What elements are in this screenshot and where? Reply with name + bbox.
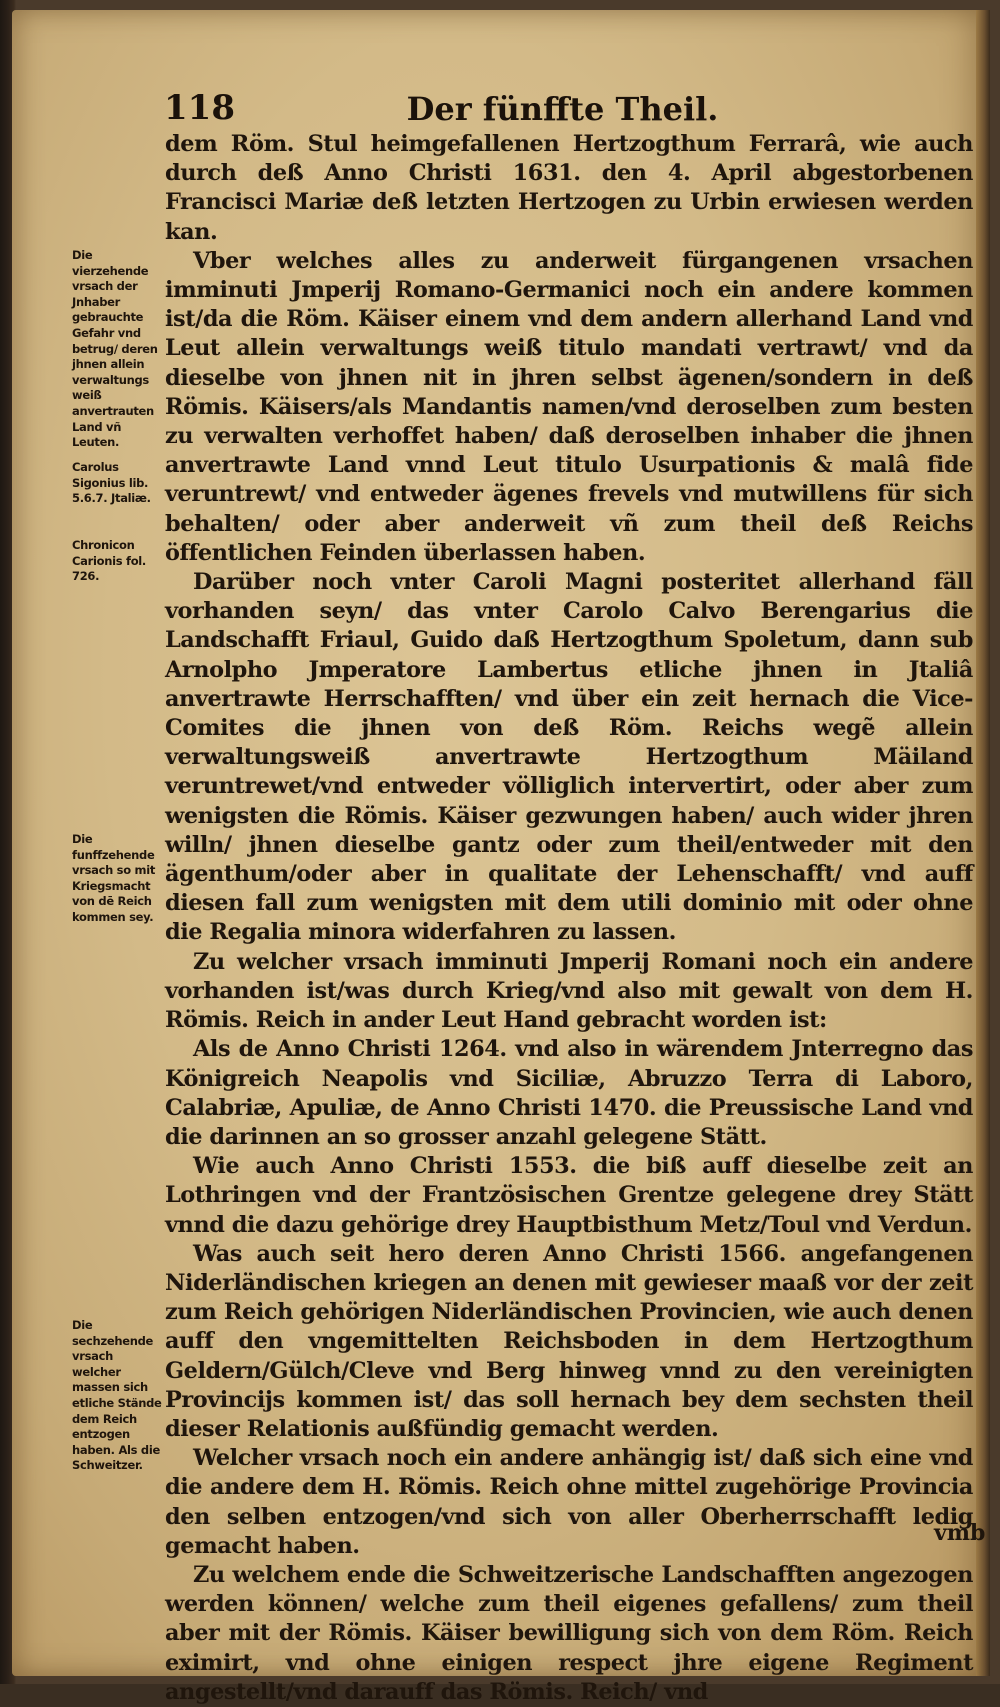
body-text xyxy=(165,130,973,1707)
margin-note-sigonius: Carolus Sigonius lib. 5.6.7. Jtaliæ. xyxy=(72,460,151,506)
paragraph-4: Zu welcher vrsach imminuti Jmperij Romani noch ein andere vorhanden ist/was durch Krieg/vnd also mit gewalt von dem H. Römis. Reich in ander Leut Hand gebracht worden ist: xyxy=(165,948,973,1034)
margin-note-15th-cause: Die funffzehende vrsach so mit Kriegsmacht von dē Reich kommen sey. xyxy=(72,832,156,924)
margin-note-16th-cause: Die sechzehende vrsach welcher massen sich etliche Stände dem Reich entzogen haben. Als die Schweitzer. xyxy=(72,1318,162,1473)
margin-note-14th-cause: Die vierzehende vrsach der Jnhaber gebrauchte Gefahr vnd betrug/ deren jhnen allein verwaltungs weiß anvertrauten Land vñ Leuten. xyxy=(72,248,158,450)
page-number: 118 xyxy=(164,88,235,128)
paragraph-8: Welcher vrsach noch ein andere anhängig ist/ daß sich eine vnd die andere dem H. Römis. Reich ohne mittel zugehörige Provincia den selben entzogen/vnd sich von aller Oberherrschafft ledig gemacht haben. xyxy=(165,1445,973,1559)
catchword: vmb xyxy=(934,1520,986,1546)
paragraph-5: Als de Anno Christi 1264. vnd also in wärendem Jnterregno das Königreich Neapolis vnd Siciliæ, Abruzzo Terra di Laboro, Calabriæ, Apuliæ, de Anno Christi 1470. die Preussische Land vnd die darinnen an so grosser anzahl gelegene Stätt. xyxy=(165,1036,973,1150)
margin-note-chronicon: Chronicon Carionis fol. 726. xyxy=(72,538,147,584)
paragraph-3: Darüber noch vnter Caroli Magni posteritet allerhand fäll vorhanden seyn/ das vnter Carolo Calvo Berengarius die Landschafft Friaul, Guido daß Hertzogthum Spoletum, dann sub Arnolpho Jmperatore Lambertus etliche jhnen in Jtaliâ anvertrawte Herrschafften/ vnd über ein zeit hernach die Vice-Comites die jhnen von deß Röm. Reichs wegẽ allein verwaltungsweiß anvertrawte Hertzogthum Mäiland veruntrewet/vnd entweder völliglich intervertirt, oder aber zum wenigsten die Römis. Käiser gezwungen haben/ auch wider jhren willn/ jhnen dieselbe gantz oder zum theil/entweder mit den ägenthum/oder aber in qualitate der Lehenschafft/ vnd auff diesen fall zum wenigsten mit dem utili dominio mit oder ohne die Regalia minora widerfahren zu lassen. xyxy=(165,569,973,946)
paragraph-2: Vber welches alles zu anderweit fürgangenen vrsachen imminuti Jmperij Romano-Germanici noch ein andere kommen ist/da die Röm. Käiser einem vnd dem andern allerhand Land vnd Leut allein verwaltungs weiß titulo mandati vertrawt/ vnd da dieselbe von jhnen nit in jhren selbst ägenen/sondern in deß Römis. Käisers/als Mandantis namen/vnd deroselben zum besten zu verwalten verhoffet haben/ daß deroselben inhaber die jhnen anvertrawte Land vnnd Leut titulo Usurpationis & malâ fide veruntrewt/ vnd entweder ägenes frevels vnd mutwillens für sich behalten/ oder aber anderweit vñ zum theil deß Reichs öffentlichen Feinden überlassen haben. xyxy=(165,247,973,566)
paragraph-1: dem Röm. Stul heimgefallenen Hertzogthum Ferrarâ, wie auch durch deß Anno Christi 1631. den 4. April abgestorbenen Francisci Mariæ deß letzten Hertzogen zu Urbin erwiesen werden kan. xyxy=(165,131,973,245)
paragraph-7: Was auch seit hero deren Anno Christi 1566. angefangenen Niderländischen kriegen an denen mit gewieser maaß vor der zeit zum Reich gehörigen Niderländischen Provincien, wie auch denen auff den vngemittelten Reichsboden in dem Hertzogthum Geldern/Gülch/Cleve vnd Berg hinweg vnnd zu den vereinigten Provincijs kommen ist/ das soll hernach bey dem sechsten theil dieser Relationis außfündig gemacht werden. xyxy=(165,1240,973,1442)
page-edge-shadow xyxy=(976,10,990,1676)
paragraph-9: Zu welchem ende die Schweitzerische Landschafften angezogen werden können/ welche zum theil eigenes gefallens/ zum theil aber mit der Römis. Käiser bewilligung sich von dem Röm. Reich eximirt, vnd ohne einigen respect jhre eigene Regiment angestellt/vnd darauff das Römis. Reich/ vnd xyxy=(165,1561,973,1705)
paragraph-6: Wie auch Anno Christi 1553. die biß auff dieselbe zeit an Lothringen vnd der Frantzösischen Grentze gelegene drey Stätt vnnd die dazu gehörige drey Hauptbisthum Metz/Toul vnd Verdun. xyxy=(165,1153,973,1238)
running-head: Der fünffte Theil. xyxy=(406,90,719,128)
